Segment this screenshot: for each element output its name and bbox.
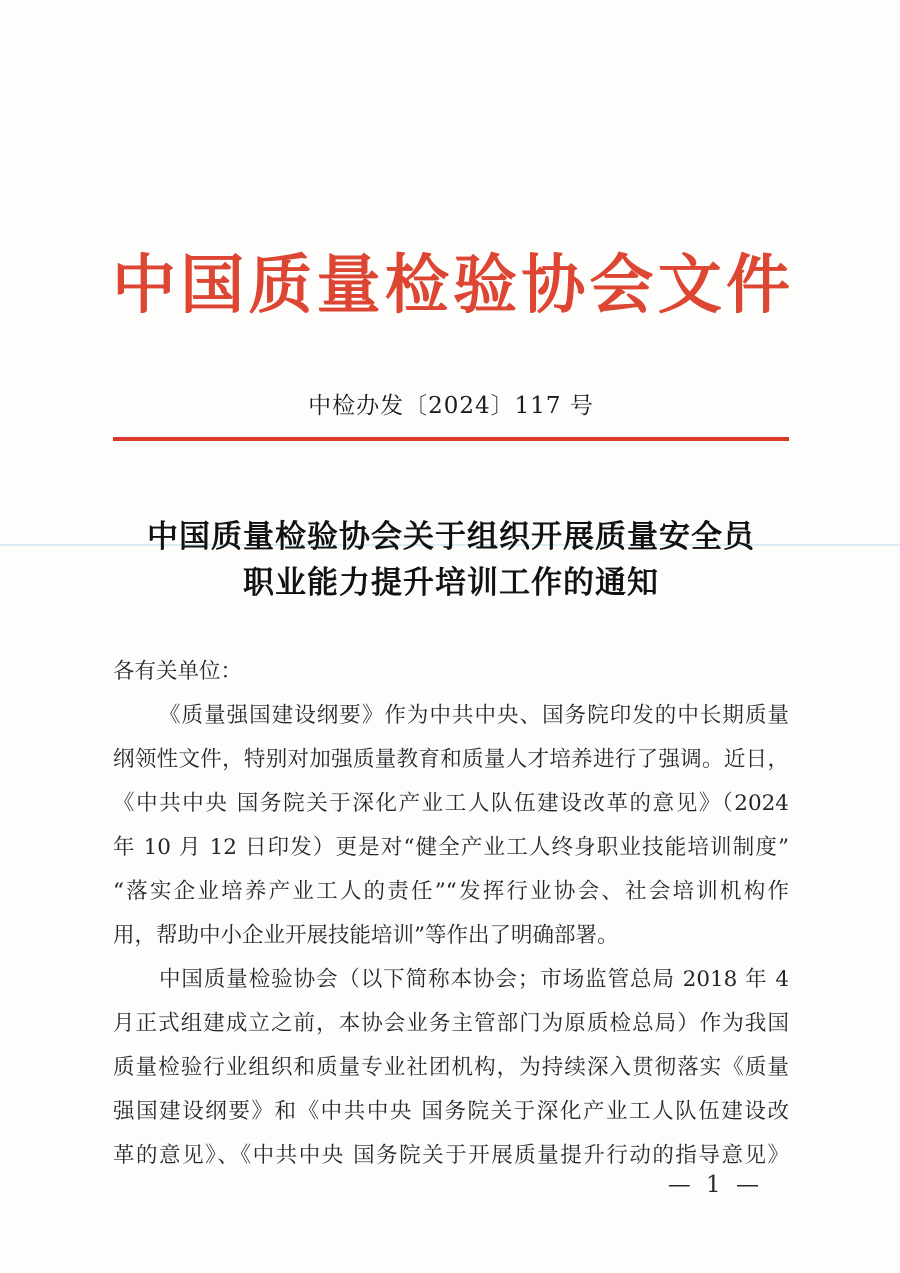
body-line: 中国质量检验协会（以下简称本协会；市场监管总局 2018 年 4 [159,967,789,992]
body-line: 年 10 月 12 日印发）更是对“健全产业工人终身职业技能培训制度” [113,835,789,860]
body-line: “落实企业培养产业工人的责任”“发挥行业协会、社会培训机构作 [113,879,789,904]
notice-title-line2: 职业能力提升培训工作的通知 [243,565,659,601]
body-line: 纲领性文件，特别对加强质量教育和质量人才培养进行了强调。近日， [113,747,789,772]
body-line: 月正式组建成立之前，本协会业务主管部门为原质检总局）作为我国 [113,1011,789,1036]
notice-title-line1: 中国质量检验协会关于组织开展质量安全员 [147,519,755,555]
letterhead-divider-rule [113,437,789,441]
body-line: 《中共中央 国务院关于深化产业工人队伍建设改革的意见》（2024 [113,791,789,816]
body-line: 革的意见》、《中共中央 国务院关于开展质量提升行动的指导意见》 [113,1143,789,1168]
page-number: — 1 — [667,1172,763,1198]
letterhead-title: 中国质量检验协会文件 [112,248,790,323]
document-body [113,650,789,1178]
body-line: 质量检验行业组织和质量专业社团机构，为持续深入贯彻落实《质量 [113,1055,789,1080]
salutation-line: 各有关单位： [113,659,243,684]
body-line: 强国建设纲要》和《中共中央 国务院关于深化产业工人队伍建设改 [113,1099,789,1124]
notice-title [62,514,840,606]
body-line: 《质量强国建设纲要》作为中共中央、国务院印发的中长期质量 [159,703,789,728]
document-number: 中检办发〔2024〕117 号 [308,393,594,419]
body-line: 用，帮助中小企业开展技能培训”等作出了明确部署。 [113,923,619,948]
